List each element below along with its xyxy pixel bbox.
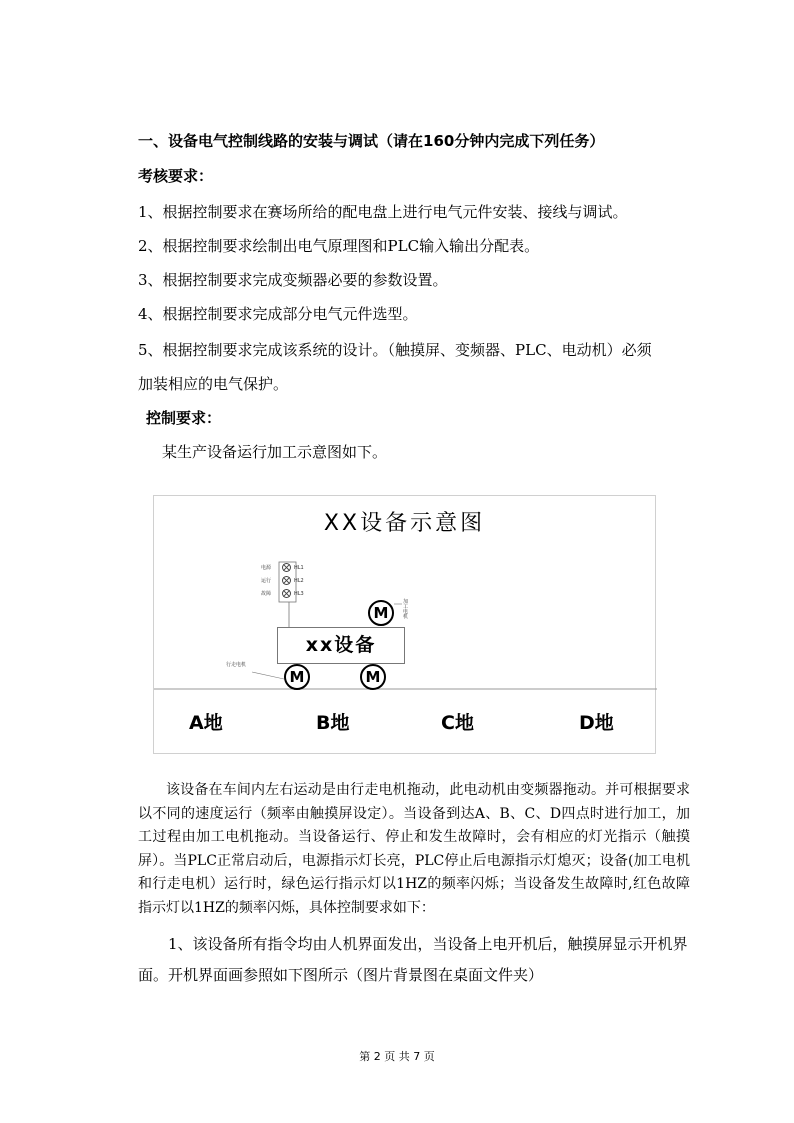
lamp-code-hl3: HL3: [294, 591, 304, 597]
lamp-label-run: 运行: [261, 578, 272, 584]
equipment-diagram: [153, 495, 656, 754]
lamp-code-hl1: HL1: [294, 565, 304, 571]
assessment-item: 4、根据控制要求完成部分电气元件选型。: [138, 305, 418, 323]
fault-lamp-icon: [282, 589, 291, 598]
lamp-label-power: 电源: [261, 565, 272, 571]
site-c-label: C地: [441, 712, 474, 734]
diagram-title: XX设备示意图: [323, 511, 486, 536]
control-title: 控制要求：: [146, 409, 222, 427]
lamp-code-hl2: HL2: [294, 578, 304, 584]
requirement-paragraph-1: 1、该设备所有指令均由人机界面发出，当设备上电开机后，触摸屏显示开机界面。开机界面画参照如下图所示（图片背景图在桌面文件夹）: [138, 935, 688, 984]
assessment-item: 1、根据控制要求在赛场所给的配电盘上进行电气元件安装、接线与调试。: [138, 203, 628, 221]
assessment-item: 加装相应的电气保护。: [138, 375, 289, 393]
site-b-label: B地: [316, 712, 350, 734]
travel-motor-icon: M: [284, 664, 310, 690]
process-motor-label: 加工电机: [403, 599, 409, 620]
assessment-title: 考核要求：: [138, 167, 214, 185]
assessment-item: 3、根据控制要求完成变频器必要的参数设置。: [138, 271, 448, 289]
travel-motor-label: 行走电机: [226, 662, 247, 668]
section-heading: 一、设备电气控制线路的安装与调试（请在160分钟内完成下列任务）: [138, 132, 605, 150]
site-d-label: D地: [579, 712, 614, 734]
process-motor-icon: M: [368, 600, 394, 626]
wheel-motor-icon: M: [360, 664, 386, 690]
assessment-item: 5、根据控制要求完成该系统的设计。（触摸屏、变频器、PLC、电动机）必须: [138, 341, 652, 359]
assessment-item: 2、根据控制要求绘制出电气原理图和PLC输入输出分配表。: [138, 237, 540, 255]
machine-box: xx设备: [277, 627, 405, 664]
power-lamp-icon: [282, 563, 291, 572]
site-a-label: A地: [189, 712, 223, 734]
description-paragraph: 该设备在车间内左右运动是由行走电机拖动，此电动机由变频器拖动。并可根据要求以不同的速度运行（频率由触摸屏设定）。当设备到达A、B、C、D四点时进行加工，加工过程由加工电机拖动。当设备运行、停止和发生故障时，会有相应的灯光指示（触摸屏）。当PLC正常启动后，电源指示灯长亮，PLC停止后电源指示灯熄灭；设备(加工电机和行走电机）运行时，绿色运行指示灯以1HZ的频率闪烁；当设备发生故障时,红色故障指示灯以1HZ的频率闪烁，具体控制要求如下：: [138, 782, 690, 916]
run-lamp-icon: [282, 576, 291, 585]
intro-text: 某生产设备运行加工示意图如下。: [162, 443, 388, 461]
page-footer: 第 2 页 共 7 页: [359, 1050, 435, 1063]
lamp-label-fault: 故障: [261, 591, 272, 597]
